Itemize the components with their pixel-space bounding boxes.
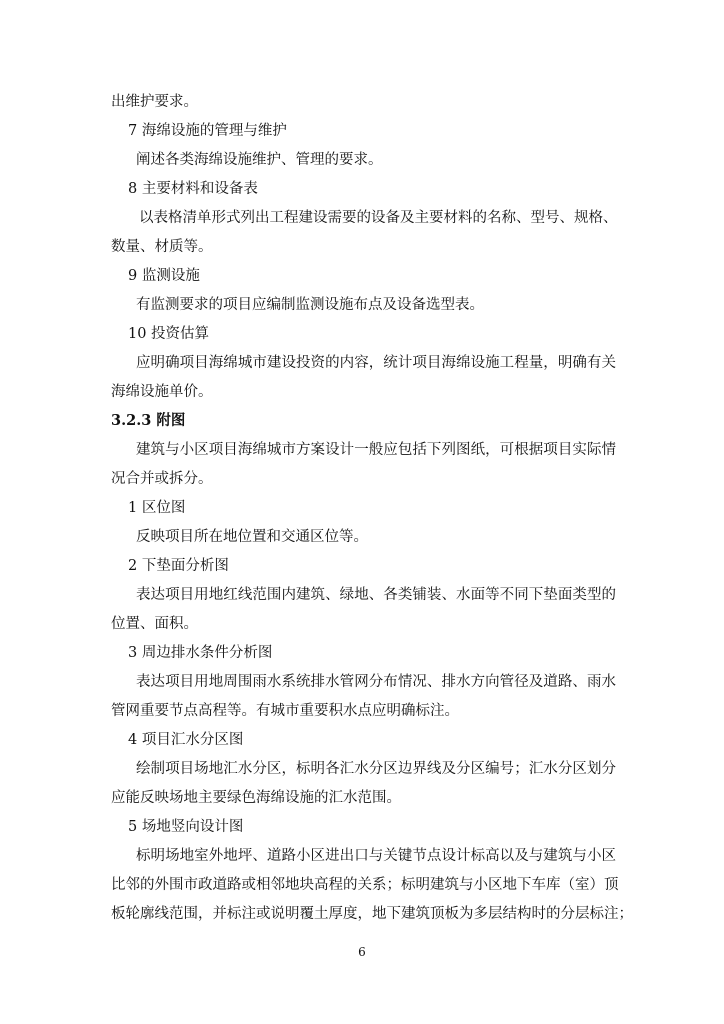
text-line: 表达项目用地红线范围内建筑、绿地、各类铺装、水面等不同下垫面类型的 [136, 587, 616, 603]
item-heading: 4 项目汇水分区图 [128, 732, 244, 748]
item-heading: 5 场地竖向设计图 [128, 819, 244, 835]
item-heading: 1 区位图 [128, 500, 186, 516]
text-line: 况合并或拆分。 [111, 471, 213, 487]
text-line: 有监测要求的项目应编制监测设施布点及设备选型表。 [136, 297, 484, 313]
text-line: 建筑与小区项目海绵城市方案设计一般应包括下列图纸，可根据项目实际情 [136, 442, 616, 458]
item-heading: 3 周边排水条件分析图 [128, 645, 273, 661]
text-line: 海绵设施单价。 [111, 384, 213, 400]
text-line: 表达项目用地周围雨水系统排水管网分布情况、排水方向管径及道路、雨水 [136, 674, 616, 690]
text-line: 管网重要节点高程等。有城市重要积水点应明确标注。 [111, 703, 459, 719]
text-line: 绘制项目场地汇水分区，标明各汇水分区边界线及分区编号；汇水分区划分 [136, 761, 616, 777]
text-line: 以表格清单形式列出工程建设需要的设备及主要材料的名称、型号、规格、 [139, 210, 618, 226]
text-line: 应能反映场地主要绿色海绵设施的汇水范围。 [111, 790, 401, 806]
text-line: 板轮廓线范围，并标注或说明覆土厚度，地下建筑顶板为多层结构时的分层标注； [111, 906, 633, 922]
text-line: 数量、材质等。 [111, 239, 213, 255]
text-line: 位置、面积。 [111, 616, 198, 632]
text-line: 应明确项目海绵城市建设投资的内容，统计项目海绵设施工程量，明确有关 [136, 355, 616, 371]
text-line: 反映项目所在地位置和交通区位等。 [136, 529, 368, 545]
item-heading: 9 监测设施 [128, 268, 200, 284]
item-heading: 7 海绵设施的管理与维护 [128, 123, 287, 139]
item-heading: 8 主要材料和设备表 [128, 181, 258, 197]
text-line: 标明场地室外地坪、道路小区进出口与关键节点设计标高以及与建筑与小区 [136, 848, 616, 864]
item-heading: 10 投资估算 [128, 326, 210, 342]
page-number: 6 [358, 945, 366, 959]
text-line: 阐述各类海绵设施维护、管理的要求。 [136, 152, 383, 168]
item-heading: 2 下垫面分析图 [128, 558, 229, 574]
text-line: 出维护要求。 [111, 94, 198, 110]
section-heading: 3.2.3 附图 [111, 412, 186, 429]
text-line: 比邻的外围市政道路或相邻地块高程的关系；标明建筑与小区地下车库（室）顶 [111, 877, 619, 893]
